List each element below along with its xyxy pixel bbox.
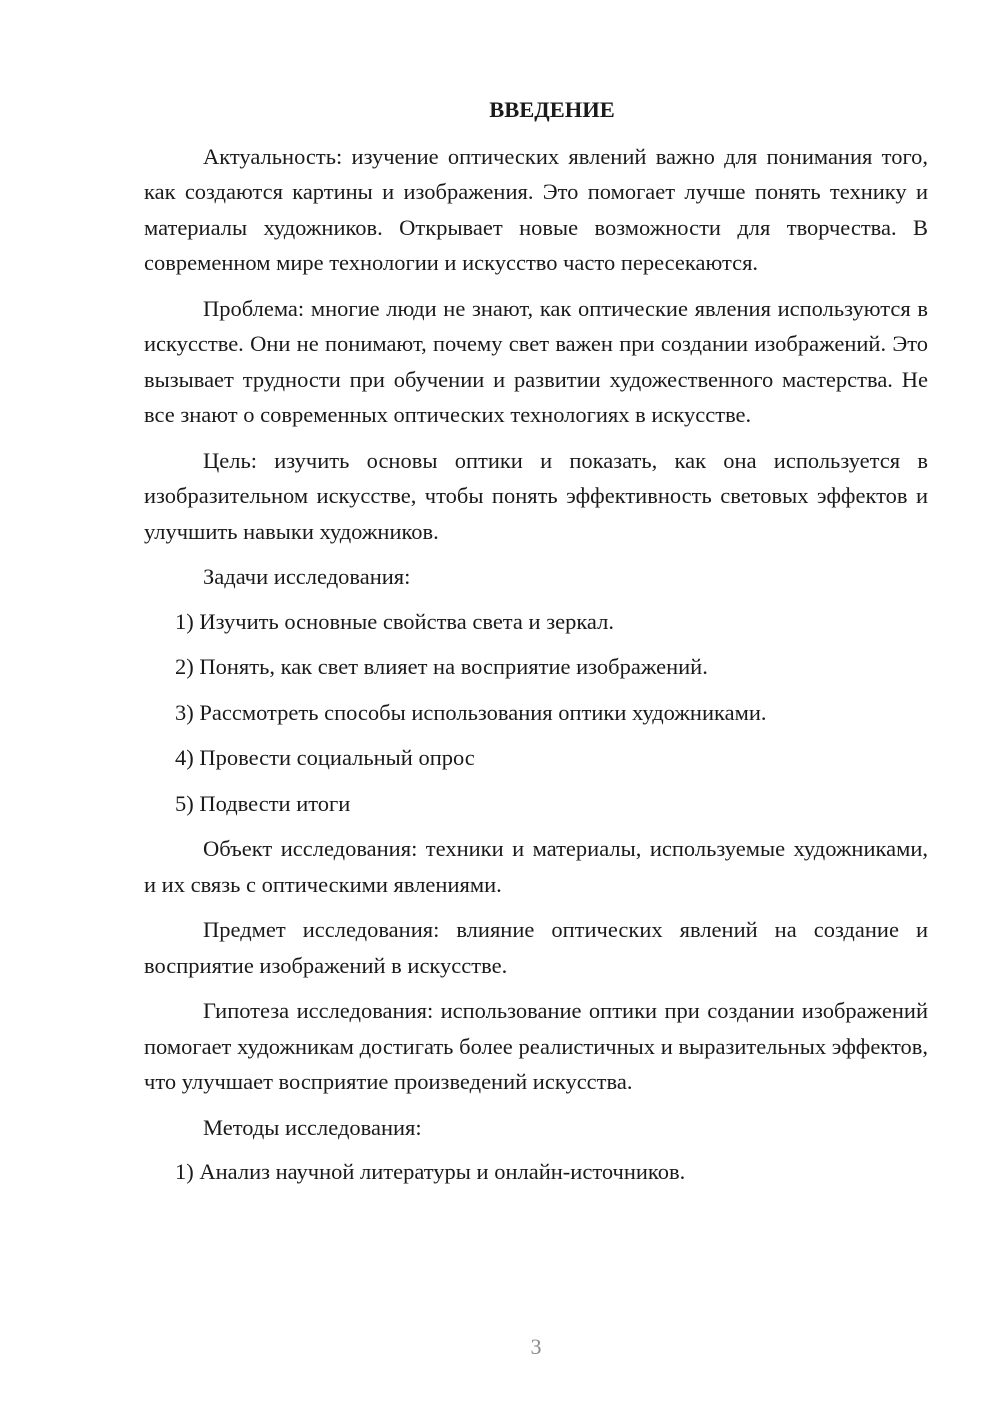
list-item: 3) Рассмотреть способы использования оптики художниками. xyxy=(175,699,767,725)
methods-list xyxy=(144,1154,928,1190)
list-item: 1) Изучить основные свойства света и зеркал. xyxy=(175,608,614,634)
list-item: 5) Подвести итоги xyxy=(175,790,351,816)
list-item: 4) Провести социальный опрос xyxy=(175,745,475,770)
methods-heading: Методы исследования: xyxy=(203,1114,422,1140)
tasks-list xyxy=(144,604,928,822)
subject-paragraph: Предмет исследования: влияние оптических явлений на создание и восприятие изображений в искусстве. xyxy=(144,917,928,978)
relevance-paragraph: Актуальность: изучение оптических явлений важно для понимания того, как создаются картины и изображения. Это помогает лучше понять технику и материалы художников. Открывает новые возможности для творчества. В современном мире технологии и искусство часто пересекаются. xyxy=(144,143,928,275)
list-item: 2) Понять, как свет влияет на восприятие изображений. xyxy=(175,654,708,679)
list-item: 1) Анализ научной литературы и онлайн-источников. xyxy=(175,1159,686,1184)
object-paragraph: Объект исследования: техники и материалы, используемые художниками, и их связь с оптическими явлениями. xyxy=(144,836,928,897)
tasks-heading: Задачи исследования: xyxy=(203,564,411,589)
page-number: 3 xyxy=(530,1334,542,1359)
goal-paragraph: Цель: изучить основы оптики и показать, как она используется в изобразительном искусстве, чтобы понять эффективность световых эффектов и улучшить навыки художников. xyxy=(144,447,928,544)
hypothesis-paragraph: Гипотеза исследования: использование оптики при создании изображений помогает художникам достигать более реалистичных и выразительных эффектов, что улучшает восприятие произведений искусства. xyxy=(144,998,928,1094)
page-title: ВВЕДЕНИЕ xyxy=(489,97,615,122)
problem-paragraph: Проблема: многие люди не знают, как оптические явления используются в искусстве. Они не понимают, почему свет важен при создании изображений. Это вызывает трудности при обучении и развитии художественного мастерства. Не все знают о современных оптических технологиях в искусстве. xyxy=(144,295,928,427)
document-body xyxy=(144,92,928,1200)
